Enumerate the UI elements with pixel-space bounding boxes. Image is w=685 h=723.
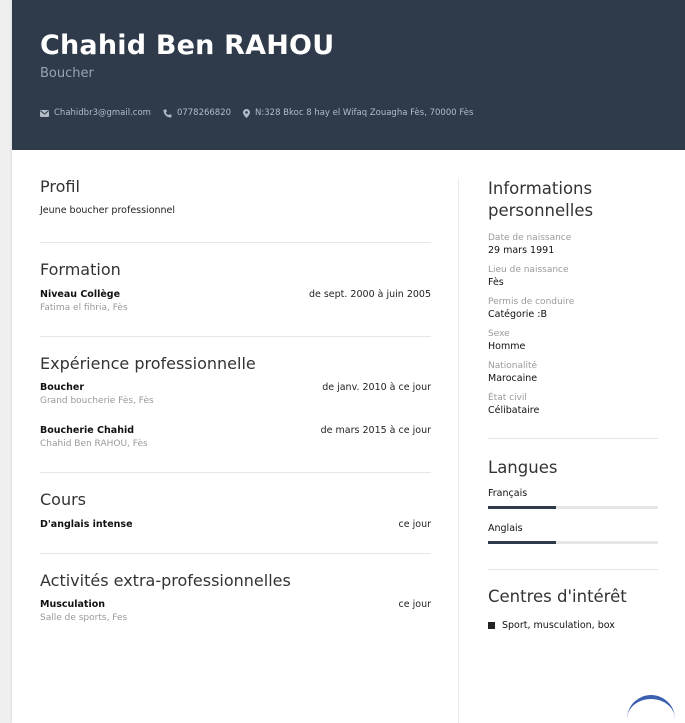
section-title: Profil xyxy=(40,177,80,196)
info-value: Marocaine xyxy=(488,372,538,384)
info-label: Sexe xyxy=(488,328,510,339)
language-name: Français xyxy=(488,487,528,499)
cours-entry xyxy=(40,519,431,530)
section-divider xyxy=(488,438,658,439)
phone-icon xyxy=(163,109,172,118)
interest-item xyxy=(488,620,658,631)
main-column xyxy=(40,178,431,623)
entry-subtitle: Grand boucherie Fès, Fès xyxy=(40,396,154,407)
info-item xyxy=(488,265,658,288)
entry-title: Boucherie Chahid xyxy=(40,425,135,437)
language-item xyxy=(488,523,658,544)
entry-dates: de mars 2015 à ce jour xyxy=(320,425,431,437)
info-item xyxy=(488,393,658,416)
section-title: Activités extra-professionnelles xyxy=(40,570,291,590)
info-value: Catégorie :B xyxy=(488,308,547,320)
section-activites xyxy=(40,572,431,623)
formation-entry xyxy=(40,289,431,313)
activite-entry xyxy=(40,599,431,623)
info-label: État civil xyxy=(488,392,527,403)
section-cours xyxy=(40,491,431,529)
section-divider xyxy=(40,242,431,243)
section-title: Cours xyxy=(40,490,87,510)
language-level-bar xyxy=(488,506,658,509)
side-column xyxy=(488,178,658,631)
section-formation xyxy=(40,261,431,312)
info-value: Fès xyxy=(488,276,504,288)
column-divider xyxy=(458,178,459,723)
experience-entry xyxy=(40,425,431,449)
section-divider xyxy=(40,472,431,473)
info-value: Homme xyxy=(488,340,526,352)
language-name: Anglais xyxy=(488,522,523,534)
info-item xyxy=(488,233,658,256)
cv-page xyxy=(12,0,685,723)
entry-title: Niveau Collège xyxy=(40,288,121,300)
entry-title: D'anglais intense xyxy=(40,518,133,530)
map-pin-icon xyxy=(243,109,250,118)
entry-subtitle: Salle de sports, Fes xyxy=(40,612,128,623)
chat-widget-button[interactable] xyxy=(627,695,675,723)
entry-dates: de janv. 2010 à ce jour xyxy=(322,382,431,394)
section-title: Centres d'intérêt xyxy=(488,586,627,606)
info-item xyxy=(488,329,658,352)
profil-text: Jeune boucher professionnel xyxy=(40,205,176,217)
contact-address xyxy=(243,108,473,118)
language-level-fill xyxy=(488,506,556,509)
info-item xyxy=(488,361,658,384)
language-item xyxy=(488,488,658,509)
entry-dates: de sept. 2000 à juin 2005 xyxy=(308,288,431,300)
info-label: Permis de conduire xyxy=(488,296,575,307)
section-title: Informations personnelles xyxy=(488,179,594,221)
info-item xyxy=(488,297,658,320)
entry-dates: ce jour xyxy=(398,598,431,610)
entry-subtitle: Fatima el fihria, Fès xyxy=(40,302,128,313)
section-langues xyxy=(488,459,658,544)
square-bullet-icon xyxy=(488,622,495,629)
section-title: Formation xyxy=(40,260,121,280)
section-interets xyxy=(488,588,658,632)
entry-title: Boucher xyxy=(40,382,85,394)
info-value: Célibataire xyxy=(488,404,540,416)
entry-dates: ce jour xyxy=(398,518,431,530)
language-level-fill xyxy=(488,541,556,544)
interest-text: Sport, musculation, box xyxy=(502,620,615,632)
candidate-name: Chahid Ben RAHOU xyxy=(40,30,335,61)
info-label: Nationalité xyxy=(488,360,538,371)
section-divider xyxy=(488,569,658,570)
section-divider xyxy=(40,553,431,554)
phone-text: 0778266820 xyxy=(176,108,232,118)
job-title: Boucher xyxy=(40,66,94,81)
section-divider xyxy=(40,336,431,337)
section-title: Langues xyxy=(488,457,558,477)
contact-phone[interactable] xyxy=(163,108,231,118)
info-label: Lieu de naissance xyxy=(488,264,569,275)
contact-bar xyxy=(40,108,485,118)
experience-entry xyxy=(40,382,431,406)
section-infos xyxy=(488,178,658,416)
envelope-icon xyxy=(40,110,49,117)
entry-subtitle: Chahid Ben RAHOU, Fès xyxy=(40,439,148,450)
info-value: 29 mars 1991 xyxy=(488,244,555,256)
section-title: Expérience professionnelle xyxy=(40,353,256,373)
cv-header xyxy=(12,0,685,150)
contact-email[interactable] xyxy=(40,108,151,118)
address-text: N:328 Bkoc 8 hay el Wifaq Zouagha Fès, 70000 Fès xyxy=(255,108,474,118)
section-profil xyxy=(40,178,431,216)
language-level-bar xyxy=(488,541,658,544)
entry-title: Musculation xyxy=(40,598,106,610)
section-experience xyxy=(40,355,431,449)
info-label: Date de naissance xyxy=(488,232,572,243)
email-text: Chahidbr3@gmail.com xyxy=(54,108,151,118)
